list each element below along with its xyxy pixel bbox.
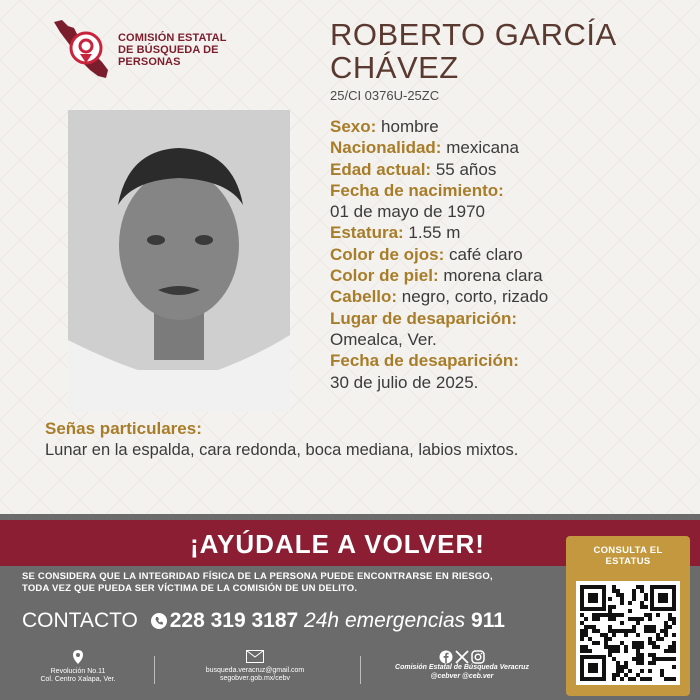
qr-module — [656, 637, 660, 641]
qr-module — [620, 641, 624, 645]
qr-module — [660, 657, 664, 661]
facebook-icon[interactable] — [439, 650, 453, 664]
qr-module — [672, 617, 676, 621]
qr-module — [616, 661, 620, 665]
social-name: Comisión Estatal de Búsqueda Veracruz — [395, 664, 529, 671]
qr-module — [664, 657, 668, 661]
contact-label: CONTACTO — [22, 609, 138, 632]
qr-module — [636, 641, 640, 645]
qr-module — [580, 629, 584, 633]
qr-module — [636, 649, 640, 653]
qr-module — [608, 605, 612, 609]
qr-module — [644, 613, 648, 617]
qr-module — [636, 673, 640, 677]
banner-text: ¡AYÚDALE A VOLVER! — [190, 529, 485, 559]
detail-sexo — [330, 116, 690, 137]
cabello-label: Cabello: — [330, 287, 398, 307]
veracruz-map-icon — [50, 18, 116, 88]
qr-module — [620, 629, 624, 633]
qr-module — [636, 617, 640, 621]
qr-module — [656, 657, 660, 661]
qr-module — [580, 637, 584, 641]
warning-line-2: TODA VEZ QUE PUEDA SER VÍCTIMA DE LA COMISIÓN DE UN DELITO. — [22, 583, 358, 594]
marks-label: Señas particulares: — [45, 419, 202, 438]
qr-module — [668, 645, 672, 649]
commission-logo — [50, 18, 240, 88]
qr-module — [640, 585, 644, 589]
qr-module — [632, 657, 636, 661]
qr-module — [596, 641, 600, 645]
qr-module — [628, 609, 632, 613]
qr-module — [604, 645, 608, 649]
qr-module — [608, 637, 612, 641]
nacimiento-label: Fecha de nacimiento: — [330, 180, 504, 200]
qr-module — [636, 653, 640, 657]
qr-module — [644, 605, 648, 609]
qr-module — [608, 609, 612, 613]
qr-module — [592, 629, 596, 633]
address-line-2: Col. Centro Xalapa, Ver. — [40, 676, 116, 683]
qr-module — [580, 645, 584, 649]
qr-module — [620, 669, 624, 673]
piel-value: morena clara — [443, 266, 543, 286]
qr-module — [616, 673, 620, 677]
qr-module — [608, 597, 612, 601]
ojos-label: Color de ojos: — [330, 244, 445, 264]
qr-module — [612, 677, 616, 681]
portrait-image — [68, 110, 290, 412]
detail-ojos — [330, 244, 690, 265]
contact-phone[interactable]: 228 319 3187 — [169, 609, 299, 632]
person-name — [330, 18, 670, 84]
qr-module — [632, 617, 636, 621]
detail-cabello — [330, 286, 690, 307]
case-id: 25/CI 0376U-25ZC — [330, 88, 440, 103]
qr-module — [668, 677, 672, 681]
qr-module — [616, 613, 620, 617]
qr-module — [664, 621, 668, 625]
qr-module — [640, 657, 644, 661]
qr-module — [584, 629, 588, 633]
qr-module — [604, 613, 608, 617]
qr-module — [672, 621, 676, 625]
qr-module — [628, 677, 632, 681]
qr-module — [616, 669, 620, 673]
qr-module — [640, 589, 644, 593]
qr-module — [640, 653, 644, 657]
footer-divider-1 — [154, 656, 155, 684]
qr-module — [632, 597, 636, 601]
footer-social — [372, 650, 552, 681]
qr-module — [672, 665, 676, 669]
qr-module — [612, 605, 616, 609]
sexo-value: hombre — [381, 117, 439, 136]
detail-edad — [330, 159, 690, 180]
edad-label: Edad actual: — [330, 159, 432, 179]
qr-module — [592, 641, 596, 645]
qr-module — [608, 645, 612, 649]
qr-module — [608, 653, 612, 657]
lugar-value: Omealca, Ver. — [330, 329, 437, 349]
detail-estatura — [330, 222, 690, 243]
qr-module — [652, 641, 656, 645]
qr-module — [620, 621, 624, 625]
estatura-value: 1.55 m — [408, 223, 461, 243]
qr-module — [584, 645, 588, 649]
qr-module — [640, 645, 644, 649]
qr-module — [612, 657, 616, 661]
qr-module — [672, 641, 676, 645]
qr-module — [600, 613, 604, 617]
qr-module — [664, 649, 668, 653]
sexo-label: Sexo: — [330, 117, 377, 136]
qr-module — [624, 665, 628, 669]
qr-module — [668, 613, 672, 617]
nacimiento-value: 01 de mayo de 1970 — [330, 202, 486, 222]
qr-module — [588, 625, 592, 629]
fecha-value: 30 de julio de 2025. — [330, 372, 479, 392]
qr-module — [632, 677, 636, 681]
qr-module — [624, 673, 628, 677]
qr-module — [620, 665, 624, 669]
qr-module — [660, 629, 664, 633]
qr-module — [668, 657, 672, 661]
edad-value: 55 años — [435, 159, 497, 179]
qr-module — [636, 657, 640, 661]
qr-module — [672, 633, 676, 637]
detail-piel — [330, 265, 690, 286]
logo-line-1: COMISIÓN ESTATAL — [118, 32, 227, 44]
qr-module — [652, 653, 656, 657]
qr-module — [616, 645, 620, 649]
person-photo — [68, 110, 290, 412]
qr-module — [652, 629, 656, 633]
name-line-1: ROBERTO GARCÍA — [330, 17, 617, 52]
footer-address — [28, 650, 128, 685]
detail-nacionalidad — [330, 137, 690, 158]
qr-module — [640, 661, 644, 665]
qr-module — [640, 617, 644, 621]
qr-module — [640, 641, 644, 645]
qr-module — [616, 649, 620, 653]
ojos-value: café claro — [449, 244, 523, 264]
qr-code[interactable] — [576, 581, 680, 685]
qr-module — [632, 645, 636, 649]
qr-module — [644, 597, 648, 601]
qr-module — [636, 633, 640, 637]
email-address[interactable]: busqueda.veracruz@gmail.com — [205, 666, 305, 674]
qr-module — [664, 677, 668, 681]
nacionalidad-value: mexicana — [446, 138, 519, 158]
name-line-2: CHÁVEZ — [330, 50, 459, 85]
qr-module — [608, 625, 612, 629]
qr-module — [616, 593, 620, 597]
x-twitter-icon[interactable] — [455, 650, 469, 664]
qr-module — [620, 677, 624, 681]
lugar-label: Lugar de desaparición: — [330, 308, 518, 328]
qr-module — [624, 645, 628, 649]
social-icons — [372, 650, 552, 664]
qr-module — [612, 629, 616, 633]
status-line-2: ESTATUS — [605, 556, 651, 567]
qr-module — [644, 625, 648, 629]
footer-divider-2 — [360, 656, 361, 684]
risk-warning — [22, 571, 562, 595]
marks-text: Lunar en la espalda, cara redonda, boca mediana, labios mixtos. — [45, 441, 519, 459]
footer-email — [185, 650, 325, 684]
cabello-value: negro, corto, rizado — [401, 287, 549, 307]
website[interactable]: segobver.gob.mx/cebv — [219, 675, 291, 682]
qr-module — [644, 629, 648, 633]
qr-module — [640, 677, 644, 681]
qr-module — [616, 665, 620, 669]
qr-module — [628, 669, 632, 673]
status-label — [566, 545, 690, 567]
qr-module — [640, 601, 644, 605]
qr-module — [580, 649, 584, 653]
qr-module — [608, 629, 612, 633]
qr-module — [636, 621, 640, 625]
qr-module — [632, 589, 636, 593]
qr-module — [608, 649, 612, 653]
qr-module — [672, 649, 676, 653]
qr-code-image — [576, 581, 680, 685]
qr-module — [612, 617, 616, 621]
qr-module — [648, 677, 652, 681]
qr-module — [612, 585, 616, 589]
qr-module — [644, 593, 648, 597]
qr-module — [668, 617, 672, 621]
qr-module — [624, 633, 628, 637]
qr-module — [600, 633, 604, 637]
emergency-number[interactable]: 911 — [471, 609, 505, 632]
fecha-label: Fecha de desaparición: — [330, 351, 519, 371]
qr-module — [584, 625, 588, 629]
qr-module — [640, 605, 644, 609]
qr-module — [652, 661, 656, 665]
qr-module — [632, 625, 636, 629]
person-details — [330, 116, 690, 393]
qr-module — [672, 677, 676, 681]
qr-module — [632, 593, 636, 597]
qr-module — [636, 645, 640, 649]
qr-module — [648, 641, 652, 645]
qr-module — [656, 645, 660, 649]
qr-module — [592, 625, 596, 629]
qr-module — [588, 649, 592, 653]
qr-module — [660, 669, 664, 673]
qr-module — [652, 625, 656, 629]
qr-module — [612, 649, 616, 653]
phone-icon — [150, 612, 168, 630]
qr-module — [648, 617, 652, 621]
location-pin-icon — [72, 650, 84, 664]
qr-module — [584, 649, 588, 653]
qr-module — [612, 633, 616, 637]
qr-module — [612, 589, 616, 593]
qr-module — [664, 625, 668, 629]
qr-module — [648, 661, 652, 665]
qr-module — [668, 625, 672, 629]
qr-module — [580, 621, 584, 625]
qr-module — [612, 673, 616, 677]
qr-module — [616, 629, 620, 633]
qr-module — [628, 617, 632, 621]
qr-module — [596, 617, 600, 621]
nacionalidad-label: Nacionalidad: — [330, 138, 442, 158]
address-line-1: Revolución No.11 — [50, 667, 106, 675]
qr-module — [620, 593, 624, 597]
warning-line-1: SE CONSIDERA QUE LA INTEGRIDAD FÍSICA DE LA PERSONA PUEDE ENCONTRARSE EN RIESGO, — [22, 571, 493, 582]
qr-module — [632, 641, 636, 645]
emergency-label: emergencias — [344, 609, 466, 632]
qr-module — [612, 645, 616, 649]
logo-line-2: DE BÚSQUEDA DE — [118, 44, 219, 56]
instagram-icon[interactable] — [471, 650, 485, 664]
contact-hours: 24h — [304, 609, 340, 632]
qr-module — [648, 669, 652, 673]
qr-module — [592, 613, 596, 617]
qr-module — [620, 597, 624, 601]
qr-module — [588, 637, 592, 641]
qr-module — [672, 657, 676, 661]
qr-module — [612, 613, 616, 617]
qr-module — [652, 645, 656, 649]
qr-module — [656, 633, 660, 637]
qr-module — [636, 585, 640, 589]
qr-module — [624, 661, 628, 665]
qr-module — [632, 629, 636, 633]
mail-icon — [246, 650, 264, 663]
logo-text — [118, 32, 227, 68]
qr-module — [644, 677, 648, 681]
qr-module — [648, 613, 652, 617]
qr-module — [592, 617, 596, 621]
qr-module — [616, 589, 620, 593]
qr-module — [604, 637, 608, 641]
qr-module — [624, 649, 628, 653]
contact-line — [22, 609, 505, 633]
qr-module — [664, 633, 668, 637]
qr-module — [584, 633, 588, 637]
qr-module — [672, 645, 676, 649]
piel-label: Color de piel: — [330, 266, 439, 286]
qr-module — [648, 637, 652, 641]
qr-module — [608, 613, 612, 617]
qr-module — [604, 641, 608, 645]
qr-module — [660, 637, 664, 641]
social-handles: @cebver @ceb.ver — [430, 672, 494, 680]
qr-module — [628, 629, 632, 633]
qr-module — [620, 613, 624, 617]
qr-module — [620, 601, 624, 605]
qr-module — [624, 629, 628, 633]
estatura-label: Estatura: — [330, 223, 404, 243]
qr-module — [656, 613, 660, 617]
qr-module — [660, 673, 664, 677]
qr-module — [604, 633, 608, 637]
qr-module — [596, 629, 600, 633]
qr-module — [580, 633, 584, 637]
qr-module — [584, 617, 588, 621]
qr-module — [636, 661, 640, 665]
status-line-1: CONSULTA EL — [593, 545, 663, 556]
qr-module — [640, 669, 644, 673]
qr-module — [648, 625, 652, 629]
qr-module — [628, 601, 632, 605]
qr-module — [648, 629, 652, 633]
logo-line-3: PERSONAS — [118, 56, 181, 68]
qr-module — [580, 613, 584, 617]
qr-module — [596, 613, 600, 617]
qr-module — [664, 629, 668, 633]
qr-module — [668, 649, 672, 653]
qr-module — [608, 617, 612, 621]
qr-module — [648, 653, 652, 657]
qr-module — [652, 657, 656, 661]
